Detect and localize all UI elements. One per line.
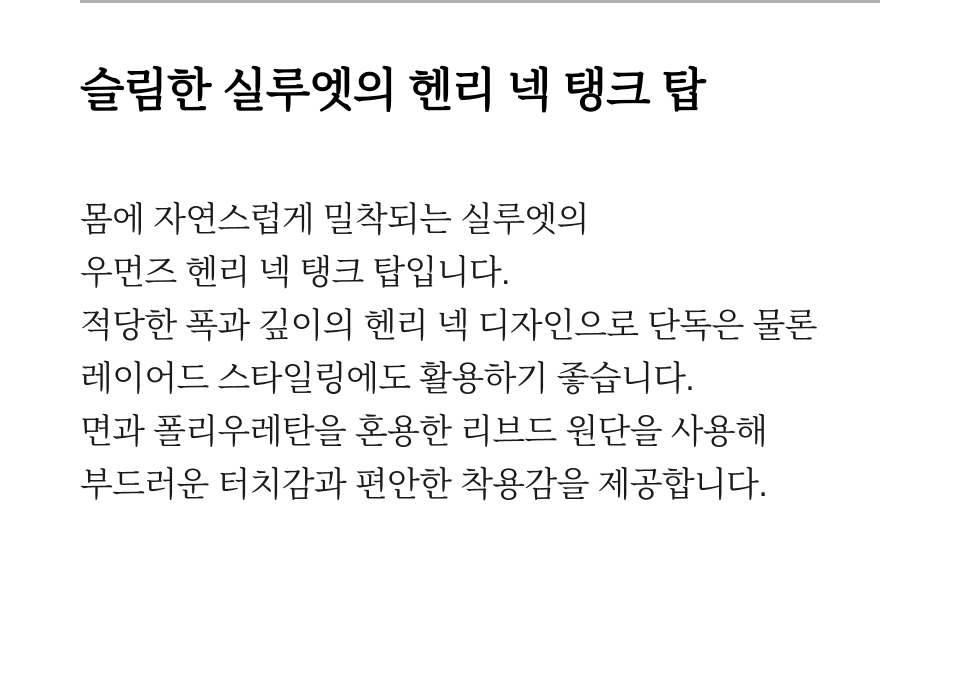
description-line-4: 레이어드 스타일링에도 활용하기 좋습니다.: [80, 360, 695, 399]
description-line-1: 몸에 자연스럽게 밀착되는 실루엣의: [80, 201, 589, 240]
description-line-5: 면과 폴리우레탄을 혼용한 리브드 원단을 사용해: [80, 413, 768, 452]
description-line-6: 부드러운 터치감과 편안한 착용감을 제공합니다.: [80, 466, 768, 505]
top-divider: [80, 0, 880, 3]
description-line-3: 적당한 폭과 깊이의 헨리 넥 디자인으로 단독은 물론: [80, 307, 817, 346]
product-description: [80, 194, 880, 512]
description-line-2: 우먼즈 헨리 넥 탱크 탑입니다.: [80, 254, 510, 293]
product-description-section: [80, 0, 880, 512]
product-title: 슬림한 실루엣의 헨리 넥 탱크 탑: [80, 64, 706, 116]
